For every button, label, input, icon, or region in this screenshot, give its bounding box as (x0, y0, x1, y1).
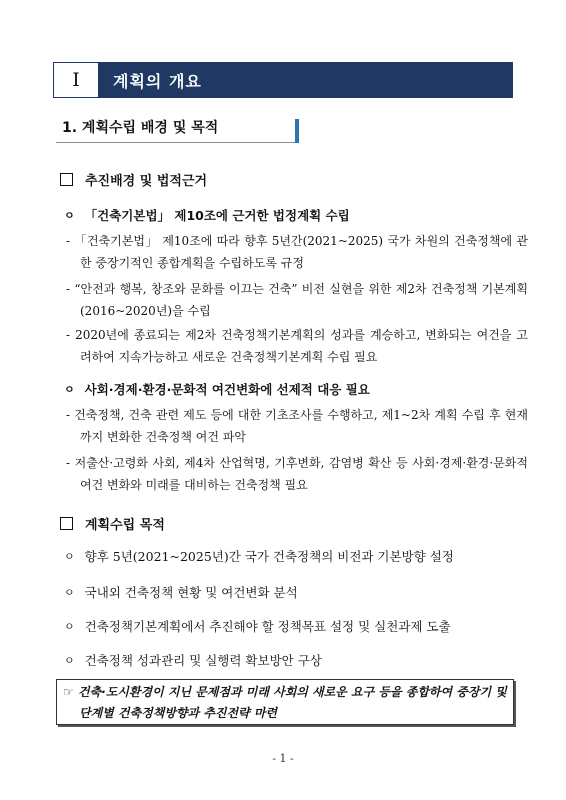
circle-bullet-icon: ㅇ (64, 586, 75, 599)
purpose-heading-text: 계획수립 목적 (85, 518, 165, 533)
background-group-2-item-1: - 건축정책, 건축 관련 제도 등에 대한 기초조사를 수행하고, 제1~2차 계획 수립 후 현재까지 변화한 건축정책 여건 파악 (66, 408, 528, 444)
circle-bullet-icon: ㅇ (64, 620, 75, 633)
circle-bullet-icon: ㅇ (64, 654, 75, 667)
background-group-2-title: ㅇ 사회·경제·환경·문화적 여건변화에 선제적 대응 필요 (64, 382, 370, 397)
chapter-number: Ⅰ (54, 63, 99, 97)
section-title: 1. 계획수립 배경 및 목적 (56, 117, 296, 143)
background-heading-text: 추진배경 및 법적근거 (85, 174, 208, 189)
purpose-item-2: ㅇ 국내외 건축정책 현황 및 여건변화 분석 (64, 585, 298, 600)
background-group-1-item-2: - “안전과 행복, 창조와 문화를 이끄는 건축” 비전 실현을 위한 제2차 건축정책 기본계획(2016~2020년)을 수립 (66, 282, 528, 318)
background-group-1-item-3: - 2020년에 종료되는 제2차 건축정책기본계획의 성과를 계승하고, 변화되는 여건을 고려하여 지속가능하고 새로운 건축정책기본계획 수립 필요 (66, 328, 528, 364)
purpose-item-3: ㅇ 건축정책기본계획에서 추진해야 할 정책목표 설정 및 실천과제 도출 (64, 619, 451, 634)
pointing-hand-icon: ☞ (63, 685, 74, 699)
chapter-header (53, 62, 513, 98)
circle-bullet-icon: ㅇ (64, 209, 75, 222)
square-bullet-icon (60, 173, 73, 186)
circle-bullet-icon: ㅇ (64, 550, 75, 563)
purpose-item-4: ㅇ 건축정책 성과관리 및 실행력 확보방안 구상 (64, 653, 322, 668)
summary-note: ☞ 건축·도시환경이 지닌 문제점과 미래 사회의 새로운 요구 등을 종합하여 중장기 및 단계별 건축정책방향과 추진전략 마련 (56, 679, 514, 725)
purpose-heading (60, 514, 165, 533)
background-group-2-item-2: - 저출산·고령화 사회, 제4차 산업혁명, 기후변화, 감염병 확산 등 사회·경제·환경·문화적 여건 변화와 미래를 대비하는 건축정책 필요 (66, 456, 528, 492)
page-number: - 1 - (272, 752, 294, 765)
circle-bullet-icon: ㅇ (64, 383, 75, 396)
background-heading (60, 170, 207, 189)
purpose-item-1: ㅇ 향후 5년(2021~2025년)간 국가 건축정책의 비전과 기본방향 설정 (64, 549, 454, 564)
chapter-title: 계획의 개요 (99, 63, 512, 97)
square-bullet-icon (60, 517, 73, 530)
background-group-1-item-1: - 「건축기본법」 제10조에 따라 향후 5년간(2021~2025) 국가 차원의 건축정책에 관한 중장기적인 종합계획을 수립하도록 규정 (66, 234, 528, 270)
background-group-1-title: ㅇ 「건축기본법」 제10조에 근거한 법정계획 수립 (64, 208, 350, 223)
